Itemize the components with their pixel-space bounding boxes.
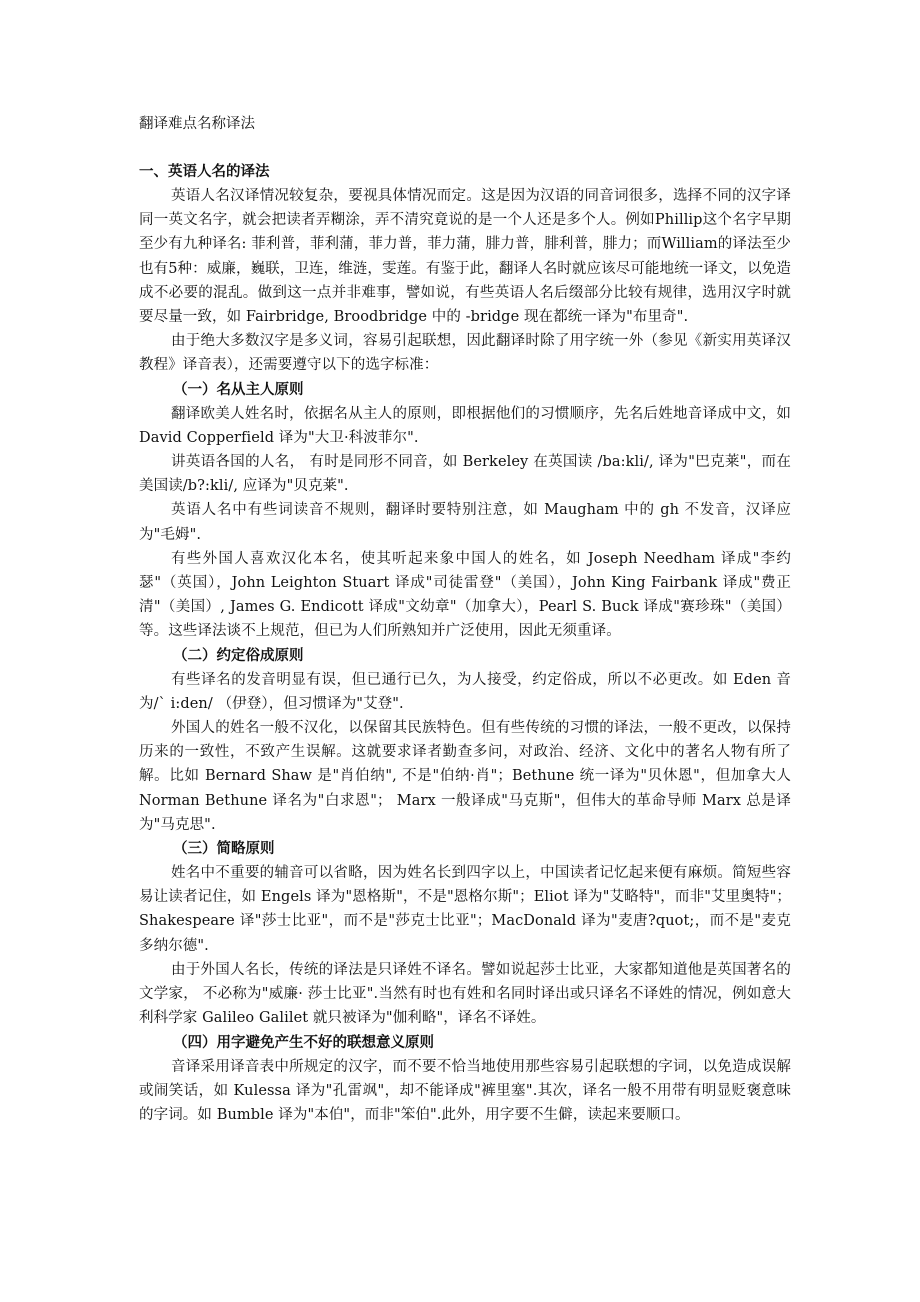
body-paragraph: 外国人的姓名一般不汉化，以保留其民族特色。但有些传统的习惯的译法，一般不更改，以保持历来的一致性，不致产生误解。这就要求译者勤查多问，对政治、经济、文化中的著名人物有所了解。比如 Bernard Shaw 是"肖伯纳", 不是"伯纳·肖"；Bethune 统一译为"贝休恩"，但加拿大人 Norman Bethune 译名为"白求恩"； Marx 一般译成"马克斯"，但伟大的革命导师 Marx 总是译为"马克思". — [139, 720, 791, 833]
body-paragraph: 翻译欧美人姓名时，依据名从主人的原则，即根据他们的习惯顺序，先名后姓地音译成中文，如 David Copperfield 译为"大卫·科波菲尔". — [139, 405, 791, 446]
section-heading: 一、英语人名的译法 — [139, 163, 270, 180]
body-paragraph: 由于外国人名长，传统的译法是只译姓不译名。譬如说起莎士比亚，大家都知道他是英国著名的文学家， 不必称为"威廉· 莎士比亚".当然有时也有姓和名同时译出或只译名不译姓的情况，例如意大利科学家 Galileo Galilet 就只被译为"伽利略"，译名不译姓。 — [139, 961, 791, 1027]
subsection-heading: （一）名从主人原则 — [173, 380, 304, 398]
document-title: 翻译难点名称译法 — [139, 116, 255, 132]
body-paragraph: 讲英语各国的人名， 有时是同形不同音，如 Berkeley 在英国读 /ba:kli/, 译为"巴克莱"，而在美国读/b?:kli/, 应译为"贝克莱". — [139, 454, 791, 495]
body-paragraph: 英语人名汉译情况较复杂，要视具体情况而定。这是因为汉语的同音词很多，选择不同的汉字译同一英文名字，就会把读者弄糊涂，弄不清究竟说的是一个人还是多个人。例如Phillip这个名字早期至少有九种译名: 菲利普，菲利蒲，菲力普，菲力蒲，腓力普，腓利普，腓力；而William的译法至少也有5种：威廉，巍联，卫连，维涟，雯莲。有鉴于此，翻译人名时就应该尽可能地统一译文，以免造成不必要的混乱。做到这一点并非难事，譬如说，有些英语人名后缀部分比较有规律，选用汉字时就要尽量一致，如 Fairbridge, Broodbridge 中的 -bridge 现在都统一译为"布里奇". — [139, 188, 791, 326]
subsection-heading: （三）简略原则 — [173, 840, 275, 858]
document-page — [139, 112, 791, 1127]
body-paragraph: 有些外国人喜欢汉化本名，使其听起来象中国人的姓名，如 Joseph Needham 译成"李约瑟"（英国），John Leighton Stuart 译成"司徒雷登"（美国），John King Fairbank 译成"费正清"（美国）, James G. Endicott 译成"文幼章"（加拿大），Pearl S. Buck 译成"赛珍珠"（美国）等。这些译法谈不上规范，但已为人们所熟知并广泛使用，因此无须重译。 — [139, 550, 791, 640]
subsection-heading: （二）约定俗成原则 — [173, 646, 304, 664]
subsection-heading: （四）用字避免产生不好的联想意义原则 — [173, 1033, 434, 1051]
body-paragraph: 由于绝大多数汉字是多义词，容易引起联想，因此翻译时除了用字统一外（参见《新实用英译汉教程》译音表），还需要遵守以下的选字标准： — [139, 333, 791, 374]
body-paragraph: 英语人名中有些词读音不规则，翻译时要特别注意，如 Maugham 中的 gh 不发音，汉译应为"毛姆". — [139, 502, 791, 543]
body-paragraph: 有些译名的发音明显有误，但已通行已久，为人接受，约定俗成，所以不必更改。如 Eden 音为/` i:den/ （伊登），但习惯译为"艾登". — [139, 671, 791, 712]
body-paragraph: 音译采用译音表中所规定的汉字，而不要不恰当地使用那些容易引起联想的字词，以免造成误解或闹笑话，如 Kulessa 译为"孔雷飒"，却不能译成"裤里塞".其次，译名一般不用带有明显贬褒意味的字词。如 Bumble 译为"本伯"，而非"笨伯".此外，用字要不生僻，读起来要顺口。 — [139, 1058, 791, 1123]
body-paragraph: 姓名中不重要的辅音可以省略，因为姓名长到四字以上，中国读者记忆起来便有麻烦。简短些容易让读者记住，如 Engels 译为"恩格斯"，不是"恩格尔斯"；Eliot 译为"艾略特"，而非"艾里奥特"；Shakespeare 译"莎士比亚"，而不是"莎克士比亚"；MacDonald 译为"麦唐?quot;，而不是"麦克多纳尔德". — [139, 865, 791, 954]
